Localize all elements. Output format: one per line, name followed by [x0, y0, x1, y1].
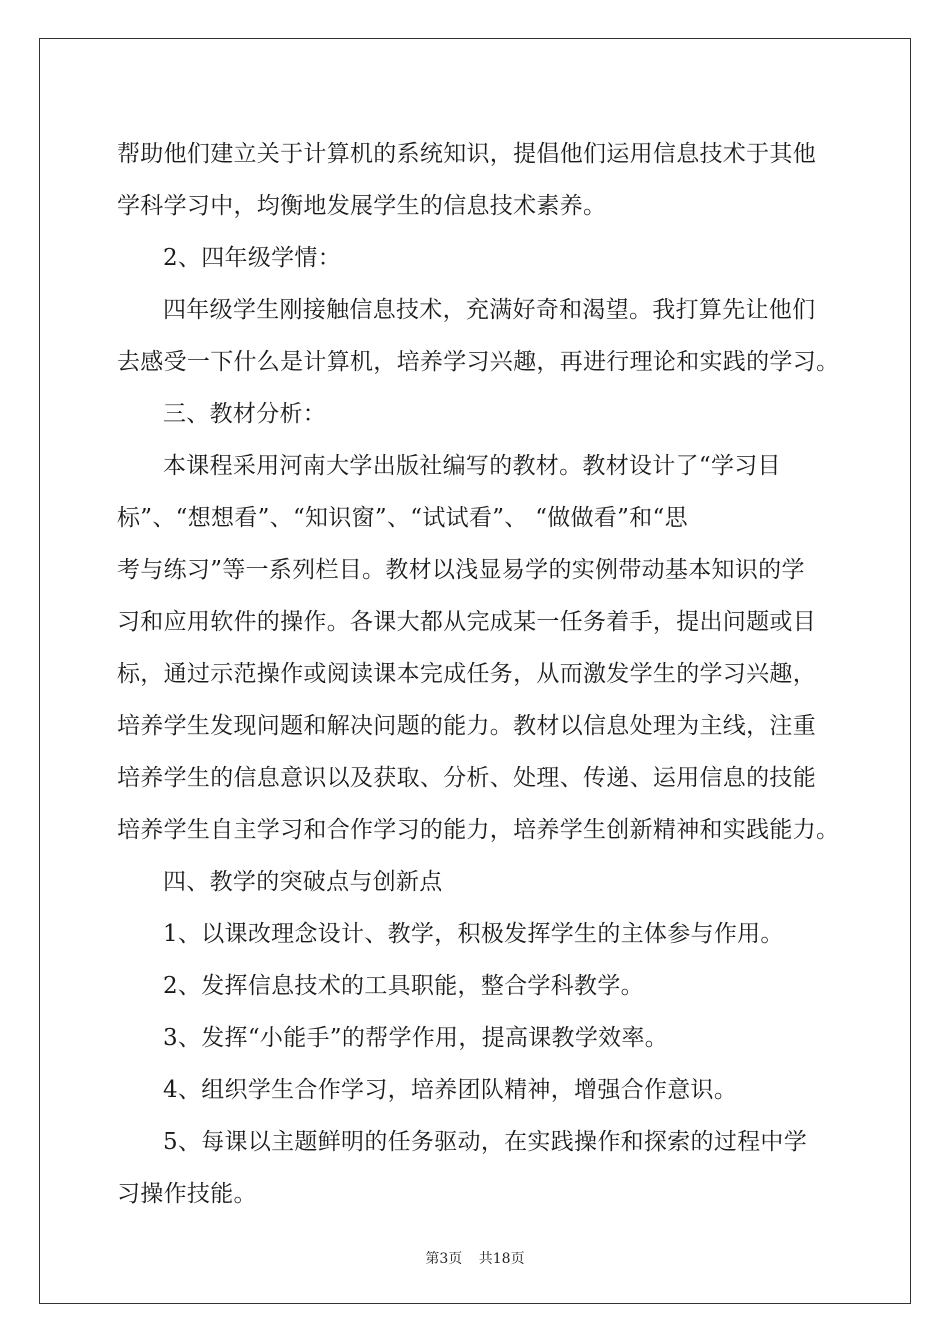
text-line: 培养学生的信息意识以及获取、分析、处理、传递、运用信息的技能: [117, 765, 816, 791]
text-line: 本课程采用河南大学出版社编写的教材。教材设计了“学习目: [163, 453, 781, 479]
text-line: 2、发挥信息技术的工具职能，整合学科教学。: [163, 973, 644, 999]
page-number: 第3页: [425, 1251, 463, 1267]
paragraph: [117, 856, 847, 908]
paragraph: [117, 284, 847, 388]
page-total: 共18页: [478, 1251, 525, 1267]
text-line: 四年级学生刚接触信息技术，充满好奇和渴望。我打算先让他们: [163, 297, 816, 323]
text-line: 帮助他们建立关于计算机的系统知识，提倡他们运用信息技术于其他: [117, 141, 816, 167]
paragraph: [117, 388, 847, 440]
text-line: 标，通过示范操作或阅读课本完成任务，从而激发学生的学习兴趣，: [117, 661, 816, 687]
paragraph: [117, 1116, 847, 1220]
text-line: 1、以课改理念设计、教学，积极发挥学生的主体参与作用。: [163, 921, 784, 947]
text-line: 四、教学的突破点与创新点: [163, 869, 443, 895]
text-line: 学科学习中，均衡地发展学生的信息技术素养。: [117, 193, 607, 219]
paragraph: [117, 908, 847, 960]
paragraph: [117, 128, 847, 232]
text-line: 5、每课以主题鲜明的任务驱动，在实践操作和探索的过程中学: [163, 1129, 808, 1155]
text-line: 培养学生发现问题和解决问题的能力。教材以信息处理为主线，注重: [117, 713, 816, 739]
text-line: 2、四年级学情：: [163, 245, 342, 271]
document-body: [117, 128, 847, 1220]
text-line: 去感受一下什么是计算机，培养学习兴趣，再进行理论和实践的学习。: [117, 349, 840, 375]
page-footer: [0, 1248, 950, 1268]
text-line: 培养学生自主学习和合作学习的能力，培养学生创新精神和实践能力。: [117, 817, 840, 843]
text-line: 习操作技能。: [117, 1181, 257, 1207]
paragraph: [117, 960, 847, 1012]
text-line: 4、组织学生合作学习，培养团队精神，增强合作意识。: [163, 1077, 738, 1103]
paragraph: [117, 440, 847, 856]
text-line: 三、教材分析：: [163, 401, 327, 427]
paragraph: [117, 1064, 847, 1116]
text-line: 习和应用软件的操作。各课大都从完成某一任务着手，提出问题或目: [117, 609, 816, 635]
text-line: 标”、“想想看”、“知识窗”、“试试看”、 “做做看”和“思: [117, 505, 688, 531]
paragraph: [117, 1012, 847, 1064]
paragraph: [117, 232, 847, 284]
text-line: 3、发挥“小能手”的帮学作用，提高课教学效率。: [163, 1025, 669, 1051]
text-line: 考与练习”等一系列栏目。教材以浅显易学的实例带动基本知识的学: [117, 557, 805, 583]
